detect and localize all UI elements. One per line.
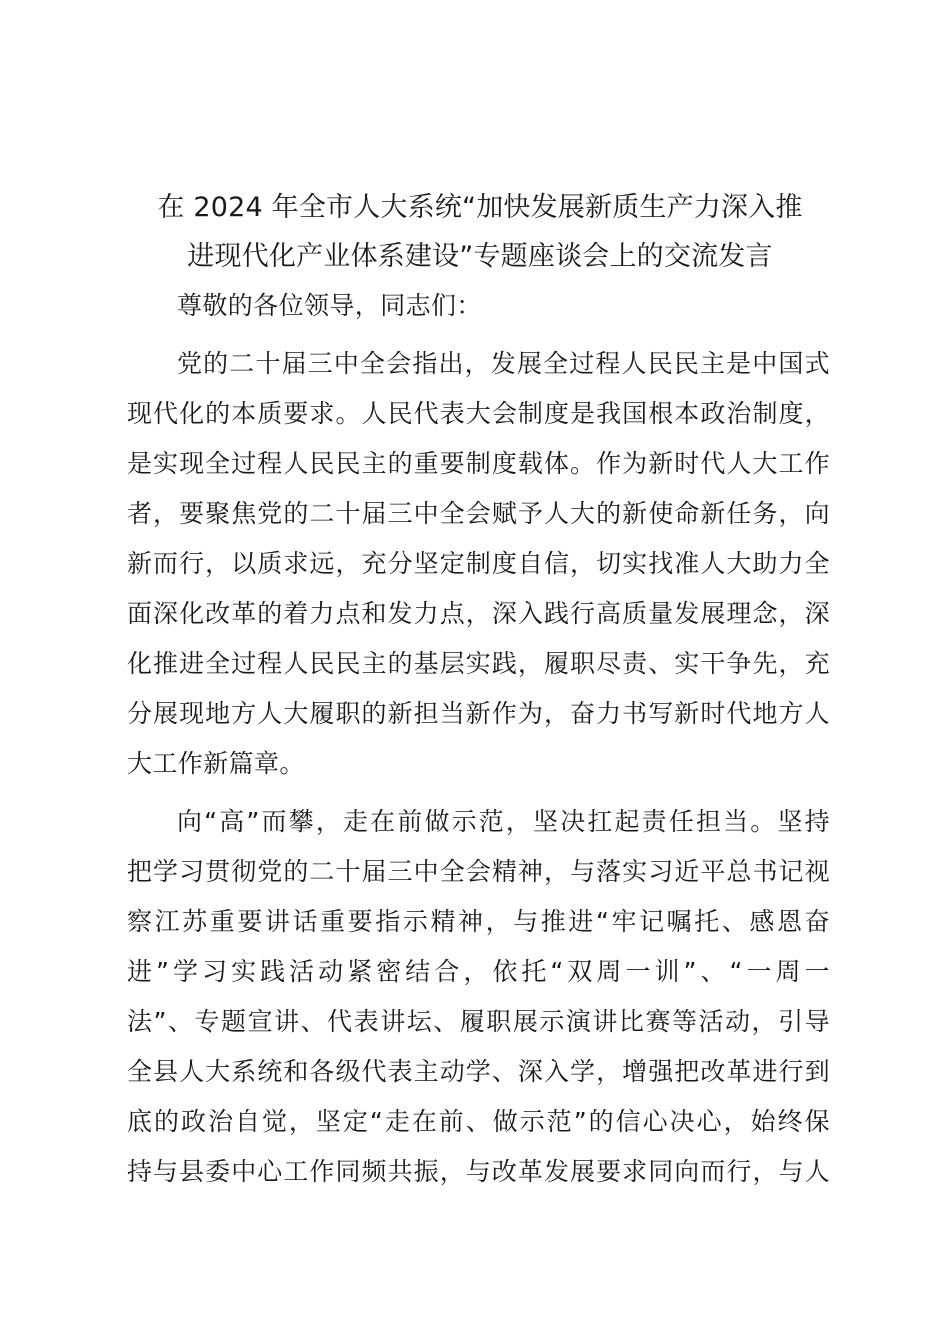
salutation: 尊敬的各位领导，同志们： xyxy=(177,291,482,320)
title-line: 进现代化产业体系建设”专题座谈会上的交流发言 xyxy=(187,241,773,272)
document-body xyxy=(127,284,830,1200)
paragraph-line: 法”、专题宣讲、代表讲坛、履职展示演讲比赛等活动，引导 xyxy=(127,1007,830,1036)
paragraph-line: 底的政治自觉，坚定“走在前、做示范”的信心决心，始终保 xyxy=(127,1107,830,1136)
paragraph-line: 察江苏重要讲话重要指示精神，与推进“牢记嘱托、感恩奋 xyxy=(127,907,830,936)
paragraph-line: 现代化的本质要求。人民代表大会制度是我国根本政治制度， xyxy=(127,399,830,428)
paragraph-line: 大工作新篇章。 xyxy=(127,749,305,778)
paragraph-line: 化推进全过程人民民主的基层实践，履职尽责、实干争先，充 xyxy=(127,649,830,678)
paragraph-line: 把学习贯彻党的二十届三中全会精神，与落实习近平总书记视 xyxy=(127,857,830,886)
paragraph-line: 全县人大系统和各级代表主动学、深入学，增强把改革进行到 xyxy=(127,1057,830,1086)
paragraph-2 xyxy=(127,800,830,1200)
paragraph-line: 者，要聚焦党的二十届三中全会赋予人大的新使命新任务，向 xyxy=(127,499,830,528)
paragraph-1 xyxy=(127,342,830,792)
paragraph-line: 分展现地方人大履职的新担当新作为，奋力书写新时代地方人 xyxy=(127,699,830,728)
title-line: 在 2024 年全市人大系统“加快发展新质生产力深入推 xyxy=(157,192,803,223)
paragraph-line: 党的二十届三中全会指出，发展全过程人民民主是中国式 xyxy=(177,349,830,378)
paragraph-line: 进”学习实践活动紧密结合，依托“双周一训”、“一周一 xyxy=(127,957,830,986)
paragraph-line: 向“高”而攀，走在前做示范，坚决扛起责任担当。坚持 xyxy=(177,807,830,836)
paragraph-line: 持与县委中心工作同频共振，与改革发展要求同向而行，与人 xyxy=(127,1157,830,1186)
paragraph-line: 是实现全过程人民民主的重要制度载体。作为新时代人大工作 xyxy=(127,449,830,478)
document-title xyxy=(120,183,840,281)
paragraph-line: 新而行，以质求远，充分坚定制度自信，切实找准人大助力全 xyxy=(127,549,830,578)
paragraph-line: 面深化改革的着力点和发力点，深入践行高质量发展理念，深 xyxy=(127,599,830,628)
